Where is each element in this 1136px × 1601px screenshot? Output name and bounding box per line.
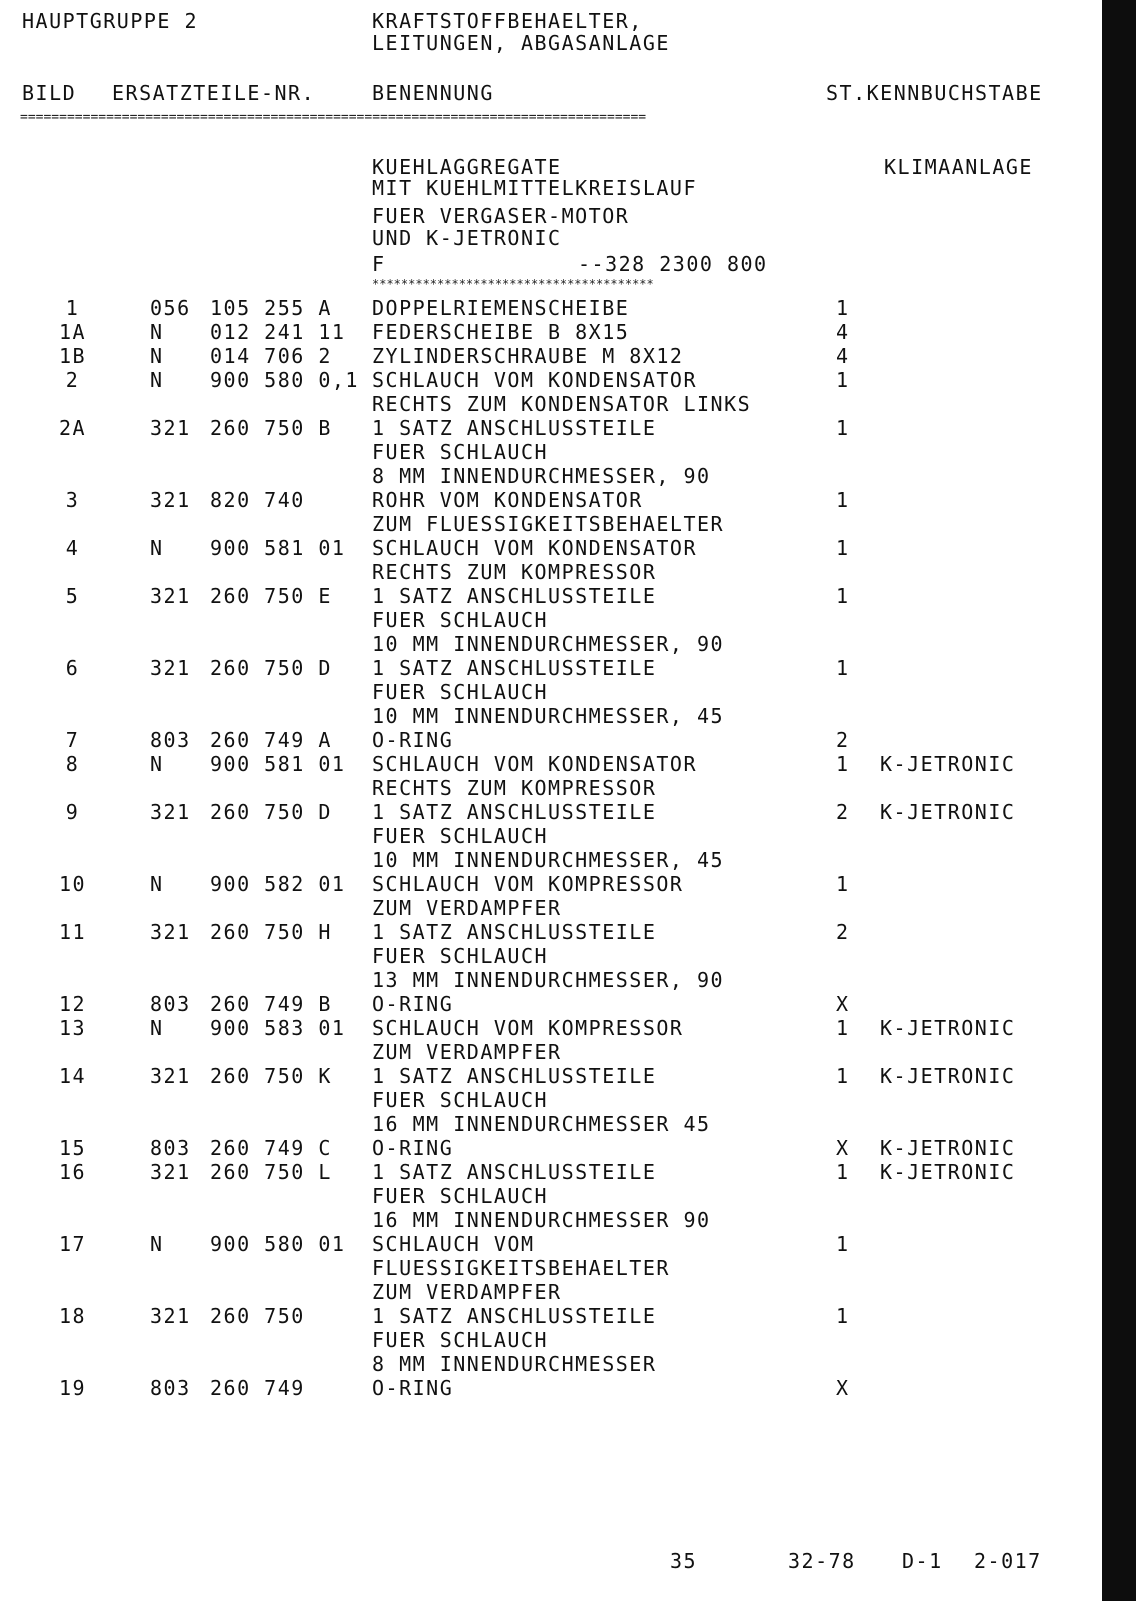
parts-row <box>0 417 1100 489</box>
quantity: 1 <box>836 656 850 680</box>
description-line: 1 SATZ ANSCHLUSSTEILE <box>372 1304 657 1328</box>
part-prefix: N <box>150 872 164 896</box>
parts-row-line <box>0 681 1100 705</box>
part-number: 260 749 C <box>210 1136 332 1160</box>
parts-row-line <box>0 1137 1100 1161</box>
quantity: 1 <box>836 752 850 776</box>
parts-row <box>0 369 1100 417</box>
part-prefix: 803 <box>150 1136 191 1160</box>
part-number: 900 583 01 <box>210 1016 346 1040</box>
description-line: SCHLAUCH VOM <box>372 1232 535 1256</box>
description-line: 1 SATZ ANSCHLUSSTEILE <box>372 800 657 824</box>
part-prefix: N <box>150 368 164 392</box>
bild-number: 18 <box>58 1304 87 1328</box>
parts-row <box>0 1065 1100 1137</box>
description-line: FUER SCHLAUCH <box>372 1088 549 1112</box>
part-number: 260 749 B <box>210 992 332 1016</box>
bild-number: 17 <box>58 1232 87 1256</box>
quantity: 1 <box>836 1160 850 1184</box>
kennbuchstabe: K-JETRONIC <box>880 752 1016 776</box>
part-prefix: N <box>150 1016 164 1040</box>
description-line: 10 MM INNENDURCHMESSER, 45 <box>372 848 725 872</box>
part-prefix: N <box>150 536 164 560</box>
part-number: 260 750 L <box>210 1160 332 1184</box>
quantity: 1 <box>836 1304 850 1328</box>
quantity: 1 <box>836 416 850 440</box>
quantity: 4 <box>836 320 850 344</box>
part-number: 260 750 H <box>210 920 332 944</box>
quantity: X <box>836 1136 850 1160</box>
parts-row <box>0 921 1100 993</box>
parts-row-line <box>0 561 1100 585</box>
part-prefix: 803 <box>150 1376 191 1400</box>
section-title-line-2: MIT KUEHLMITTELKREISLAUF <box>372 176 697 200</box>
parts-row-line <box>0 1329 1100 1353</box>
parts-row-line <box>0 465 1100 489</box>
part-prefix: 321 <box>150 488 191 512</box>
description-line: FUER SCHLAUCH <box>372 1184 549 1208</box>
description-line: ZUM VERDAMPFER <box>372 1040 562 1064</box>
part-prefix: 803 <box>150 728 191 752</box>
parts-row-line <box>0 1233 1100 1257</box>
part-prefix: 803 <box>150 992 191 1016</box>
bild-number: 14 <box>58 1064 87 1088</box>
quantity: 1 <box>836 1232 850 1256</box>
bild-number: 2A <box>58 416 87 440</box>
quantity: 2 <box>836 728 850 752</box>
parts-row-line <box>0 1017 1100 1041</box>
description-line: 1 SATZ ANSCHLUSSTEILE <box>372 656 657 680</box>
bild-number: 11 <box>58 920 87 944</box>
part-prefix: 321 <box>150 584 191 608</box>
parts-row <box>0 657 1100 729</box>
part-number: 900 580 0,1 <box>210 368 359 392</box>
parts-row-line <box>0 873 1100 897</box>
parts-row-line <box>0 897 1100 921</box>
parts-row-line <box>0 969 1100 993</box>
parts-row <box>0 1161 1100 1233</box>
column-header-benennung: BENENNUNG <box>372 81 494 105</box>
description-line: O-RING <box>372 728 454 752</box>
description-line: 1 SATZ ANSCHLUSSTEILE <box>372 920 657 944</box>
description-line: SCHLAUCH VOM KOMPRESSOR <box>372 1016 684 1040</box>
part-prefix: 321 <box>150 920 191 944</box>
part-prefix: 321 <box>150 1160 191 1184</box>
quantity: 1 <box>836 536 850 560</box>
parts-row-line <box>0 657 1100 681</box>
parts-row-line <box>0 1377 1100 1401</box>
description-line: SCHLAUCH VOM KONDENSATOR <box>372 368 697 392</box>
description-line: ROHR VOM KONDENSATOR <box>372 488 643 512</box>
part-prefix: N <box>150 320 164 344</box>
section-ref-letter: F <box>372 252 386 276</box>
parts-row-line <box>0 825 1100 849</box>
part-prefix: N <box>150 1232 164 1256</box>
section-note: KLIMAANLAGE <box>884 155 1033 179</box>
parts-row-line <box>0 1353 1100 1377</box>
bild-number: 2 <box>65 368 80 392</box>
description-line: RECHTS ZUM KOMPRESSOR <box>372 560 657 584</box>
parts-row-line <box>0 441 1100 465</box>
description-line: 16 MM INNENDURCHMESSER 45 <box>372 1112 711 1136</box>
parts-row-line <box>0 585 1100 609</box>
quantity: 1 <box>836 368 850 392</box>
footer-date-code: 32-78 <box>788 1549 856 1573</box>
quantity: 1 <box>836 872 850 896</box>
part-number: 260 750 D <box>210 800 332 824</box>
description-line: O-RING <box>372 992 454 1016</box>
parts-row-line <box>0 1257 1100 1281</box>
part-number: 900 581 01 <box>210 752 346 776</box>
bild-number: 10 <box>58 872 87 896</box>
description-line: FEDERSCHEIBE B 8X15 <box>372 320 630 344</box>
quantity: 2 <box>836 800 850 824</box>
footer-document-code: 2-017 <box>974 1549 1042 1573</box>
part-number: 260 750 <box>210 1304 305 1328</box>
parts-row-line <box>0 1041 1100 1065</box>
bild-number: 1B <box>58 344 87 368</box>
part-number: 900 581 01 <box>210 536 346 560</box>
bild-number: 4 <box>65 536 80 560</box>
part-number: 014 706 2 <box>210 344 332 368</box>
kennbuchstabe: K-JETRONIC <box>880 1064 1016 1088</box>
parts-row-line <box>0 489 1100 513</box>
parts-row-line <box>0 297 1100 321</box>
description-line: FLUESSIGKEITSBEHAELTER <box>372 1256 670 1280</box>
parts-row-line <box>0 1305 1100 1329</box>
parts-row-line <box>0 321 1100 345</box>
parts-row-line <box>0 729 1100 753</box>
parts-row-line <box>0 1161 1100 1185</box>
description-line: RECHTS ZUM KOMPRESSOR <box>372 776 657 800</box>
bild-number: 8 <box>65 752 80 776</box>
description-line: DOPPELRIEMENSCHEIBE <box>372 296 630 320</box>
description-line: 1 SATZ ANSCHLUSSTEILE <box>372 416 657 440</box>
column-header-ersatzteile-nr: ERSATZTEILE-NR. <box>112 81 316 105</box>
parts-row <box>0 1017 1100 1065</box>
header-separator: ================================================================================ <box>20 112 647 124</box>
description-line: 1 SATZ ANSCHLUSSTEILE <box>372 584 657 608</box>
description-line: SCHLAUCH VOM KONDENSATOR <box>372 752 697 776</box>
description-line: ZUM FLUESSIGKEITSBEHAELTER <box>372 512 725 536</box>
description-line: ZUM VERDAMPFER <box>372 896 562 920</box>
page-title-line-1: KRAFTSTOFFBEHAELTER, <box>372 9 643 33</box>
bild-number: 15 <box>58 1136 87 1160</box>
description-line: FUER SCHLAUCH <box>372 944 549 968</box>
description-line: 10 MM INNENDURCHMESSER, 90 <box>372 632 725 656</box>
bild-number: 16 <box>58 1160 87 1184</box>
parts-row-line <box>0 921 1100 945</box>
description-line: 1 SATZ ANSCHLUSSTEILE <box>372 1160 657 1184</box>
section-ref-number: --328 2300 800 <box>578 252 768 276</box>
parts-row-line <box>0 513 1100 537</box>
parts-row-line <box>0 1281 1100 1305</box>
bild-number: 3 <box>65 488 80 512</box>
description-line: FUER SCHLAUCH <box>372 824 549 848</box>
parts-row <box>0 345 1100 369</box>
quantity: 4 <box>836 344 850 368</box>
part-number: 260 750 K <box>210 1064 332 1088</box>
bild-number: 1A <box>58 320 87 344</box>
part-number: 900 580 01 <box>210 1232 346 1256</box>
parts-row-line <box>0 1185 1100 1209</box>
kennbuchstabe: K-JETRONIC <box>880 1160 1016 1184</box>
group-label: HAUPTGRUPPE 2 <box>22 9 199 33</box>
quantity: 2 <box>836 920 850 944</box>
parts-row-line <box>0 417 1100 441</box>
footer-language-code: D-1 <box>902 1549 943 1573</box>
description-line: 1 SATZ ANSCHLUSSTEILE <box>372 1064 657 1088</box>
part-prefix: 321 <box>150 1304 191 1328</box>
parts-row-line <box>0 993 1100 1017</box>
description-line: FUER SCHLAUCH <box>372 440 549 464</box>
parts-row-line <box>0 849 1100 873</box>
bild-number: 13 <box>58 1016 87 1040</box>
parts-row-line <box>0 777 1100 801</box>
parts-row-line <box>0 1113 1100 1137</box>
parts-row-line <box>0 945 1100 969</box>
part-prefix: N <box>150 344 164 368</box>
part-number: 012 241 11 <box>210 320 346 344</box>
parts-row <box>0 585 1100 657</box>
part-number: 260 749 A <box>210 728 332 752</box>
part-prefix: 321 <box>150 416 191 440</box>
parts-row <box>0 1377 1100 1401</box>
column-header-bild: BILD <box>22 81 77 105</box>
description-line: FUER SCHLAUCH <box>372 680 549 704</box>
description-line: 8 MM INNENDURCHMESSER <box>372 1352 657 1376</box>
parts-row <box>0 1233 1100 1305</box>
kennbuchstabe: K-JETRONIC <box>880 1136 1016 1160</box>
section-title-line-4: UND K-JETRONIC <box>372 226 562 250</box>
parts-row-line <box>0 393 1100 417</box>
quantity: 1 <box>836 1064 850 1088</box>
footer-page-number: 35 <box>670 1549 698 1573</box>
parts-row <box>0 297 1100 321</box>
parts-row <box>0 801 1100 873</box>
part-number: 820 740 <box>210 488 305 512</box>
parts-row-line <box>0 1065 1100 1089</box>
part-number: 900 582 01 <box>210 872 346 896</box>
parts-row <box>0 537 1100 585</box>
part-prefix: 056 <box>150 296 191 320</box>
description-line: FUER SCHLAUCH <box>372 608 549 632</box>
parts-row-line <box>0 705 1100 729</box>
description-line: RECHTS ZUM KONDENSATOR LINKS <box>372 392 752 416</box>
bild-number: 5 <box>65 584 80 608</box>
part-number: 260 750 B <box>210 416 332 440</box>
parts-row <box>0 321 1100 345</box>
section-title-line-3: FUER VERGASER-MOTOR <box>372 204 630 228</box>
section-underline: *************************************** <box>372 279 654 289</box>
parts-row <box>0 1305 1100 1377</box>
part-number: 260 750 E <box>210 584 332 608</box>
parts-row-line <box>0 345 1100 369</box>
kennbuchstabe: K-JETRONIC <box>880 800 1016 824</box>
quantity: X <box>836 1376 850 1400</box>
part-number: 260 749 <box>210 1376 305 1400</box>
parts-row <box>0 489 1100 537</box>
quantity: 1 <box>836 488 850 512</box>
quantity: 1 <box>836 584 850 608</box>
bild-number: 9 <box>65 800 80 824</box>
parts-row-line <box>0 753 1100 777</box>
part-prefix: 321 <box>150 1064 191 1088</box>
part-prefix: N <box>150 752 164 776</box>
parts-row <box>0 729 1100 753</box>
bild-number: 6 <box>65 656 80 680</box>
bild-number: 1 <box>65 296 80 320</box>
parts-row <box>0 1137 1100 1161</box>
description-line: 8 MM INNENDURCHMESSER, 90 <box>372 464 711 488</box>
part-number: 260 750 D <box>210 656 332 680</box>
parts-row <box>0 993 1100 1017</box>
scan-edge <box>1102 0 1136 1601</box>
description-line: 13 MM INNENDURCHMESSER, 90 <box>372 968 725 992</box>
parts-row-line <box>0 633 1100 657</box>
parts-row-line <box>0 1209 1100 1233</box>
bild-number: 7 <box>65 728 80 752</box>
parts-row-line <box>0 1089 1100 1113</box>
parts-row <box>0 753 1100 801</box>
part-prefix: 321 <box>150 656 191 680</box>
page-title-line-2: LEITUNGEN, ABGASANLAGE <box>372 31 670 55</box>
description-line: FUER SCHLAUCH <box>372 1328 549 1352</box>
description-line: O-RING <box>372 1136 454 1160</box>
description-line: 16 MM INNENDURCHMESSER 90 <box>372 1208 711 1232</box>
bild-number: 12 <box>58 992 87 1016</box>
parts-row-line <box>0 537 1100 561</box>
parts-row-line <box>0 801 1100 825</box>
part-prefix: 321 <box>150 800 191 824</box>
description-line: SCHLAUCH VOM KOMPRESSOR <box>372 872 684 896</box>
parts-table <box>0 297 1100 1401</box>
description-line: SCHLAUCH VOM KONDENSATOR <box>372 536 697 560</box>
parts-row <box>0 873 1100 921</box>
parts-row-line <box>0 609 1100 633</box>
description-line: ZYLINDERSCHRAUBE M 8X12 <box>372 344 684 368</box>
description-line: 10 MM INNENDURCHMESSER, 45 <box>372 704 725 728</box>
quantity: 1 <box>836 1016 850 1040</box>
description-line: O-RING <box>372 1376 454 1400</box>
bild-number: 19 <box>58 1376 87 1400</box>
quantity: 1 <box>836 296 850 320</box>
parts-row-line <box>0 369 1100 393</box>
description-line: ZUM VERDAMPFER <box>372 1280 562 1304</box>
column-header-st-kennbuchstabe: ST.KENNBUCHSTABE <box>826 81 1043 105</box>
part-number: 105 255 A <box>210 296 332 320</box>
kennbuchstabe: K-JETRONIC <box>880 1016 1016 1040</box>
section-title-line-1: KUEHLAGGREGATE <box>372 155 562 179</box>
quantity: X <box>836 992 850 1016</box>
